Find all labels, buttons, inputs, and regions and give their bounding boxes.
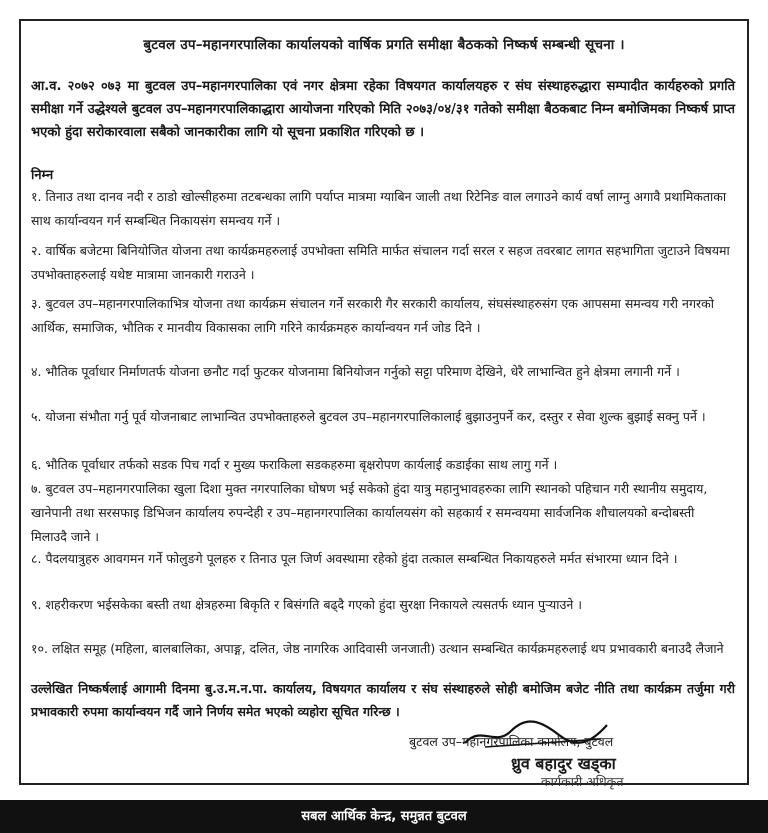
decision-item-4 bbox=[31, 360, 733, 384]
notice-title: बुटवल उप–महानगरपालिका कार्यालयको वार्षिक प्रगति समीक्षा बैठकको निष्कर्ष सम्बन्धी सूचना । bbox=[143, 37, 625, 53]
item-number: ४. bbox=[31, 364, 42, 379]
signer-name: ध्रुव बहादुर खड्का bbox=[511, 754, 616, 773]
notice-intro: आ.व. २०७२ ०७३ मा बुटवल उप–महानगरपालिका एवं नगर क्षेत्रमा रहेका विषयगत कार्यालयहरु र संघ संस्थाहरुद्धारा सम्पादीत कार्यहरुको प्रगति समीक्षा गर्ने उद्धेश्यले बुटवल उप–महानगरपालिकाद्धारा आयोजना गरिएको मिति २०७३/०४/३१ गतेको समीक्षा बैठकबाट निम्न बमोजिमका निष्कर्ष प्राप्त भएको हुंदा सरोकारवाला सबैको जानकारीका लागि यो सूचना प्रकाशित गरिएको छ । bbox=[31, 79, 735, 140]
item-number: ५. bbox=[31, 409, 42, 424]
item-number: ३. bbox=[31, 296, 42, 311]
item-text: भौतिक पूर्वाधार तर्फको सडक पिच गर्दा र मुख्य फराकिला सडकहरुमा बृक्षरोपण कार्यलाई कडाईका साथ लागु गर्ने । bbox=[45, 457, 558, 472]
item-text: तिनाउ तथा दानव नदी र ठाडो खोल्सीहरुमा तटबन्धका लागि पर्याप्त मात्रमा ग्याबिन जाली तथा रिटेनिङ वाल लगाउने कार्य वर्षा लाग्नु अगावै प्रथामिकताका साथ कार्यान्वयन गर्न सम्बन्धित निकायसंग समन्वय गर्ने । bbox=[31, 189, 727, 228]
item-number: ६. bbox=[31, 457, 42, 472]
decision-item-5 bbox=[31, 405, 733, 429]
item-number: ८. bbox=[31, 551, 42, 566]
item-number: ७. bbox=[31, 481, 42, 496]
item-text: वार्षिक बजेटमा बिनियोजित योजना तथा कार्यक्रमहरुलाई उपभोक्ता समिति मार्फत संचालन गर्दा सरल र सहज तवरबाट लागत सहभागिता जुटाउने विषयमा उपभोक्ताहरुलाई यथेष्ट मात्रामा जानकारी गराउने । bbox=[31, 243, 730, 282]
decision-item-3 bbox=[31, 292, 733, 340]
item-text: लक्षित समूह (महिला, बालबालिका, अपाङ्ग, दलित, जेष्ठ नागरिक आदिवासी जनजाती) उत्थान सम्बन्धित कार्यक्रमहरुलाई थप प्रभावकारी बनाउदै लैजाने bbox=[51, 641, 724, 656]
office-name: बुटवल उप–महानगरपालिका कार्यालय, बुटवल bbox=[409, 734, 614, 749]
item-number: १. bbox=[31, 189, 42, 204]
decision-item-2 bbox=[31, 239, 733, 287]
signer-designation: कार्यकारी अधिकृत bbox=[541, 774, 624, 789]
item-number: ९. bbox=[31, 597, 42, 612]
notice-frame bbox=[19, 19, 749, 789]
item-text: शहरीकरण भईसकेका बस्ती तथा क्षेत्रहरुमा बिकृति र बिसंगति बढ्दै गएको हुंदा सुरक्षा निकायले त्यसतर्फ ध्यान पुऱ्याउने । bbox=[45, 597, 582, 612]
footer-slogan-bar bbox=[0, 800, 768, 833]
item-text: पैदलयात्रुहरु आवगमन गर्ने फोलुङगे पूलहरु र तिनाउ पूल जिर्ण अवस्थामा रहेको हुंदा तत्काल सम्बन्धित निकायहरुले मर्मत संभारमा ध्यान दिने । bbox=[45, 551, 678, 566]
footer-slogan: सबल आर्थिक केन्द्र, समुन्नत बुटवल bbox=[301, 809, 467, 824]
decision-item-1 bbox=[31, 185, 733, 233]
decisions-label: निम्न bbox=[31, 168, 54, 183]
item-text: योजना संभौता गर्नु पूर्व योजनाबाट लाभान्वित उपभोक्ताहरुले बुटवल उप–महानगरपालिकालाई बुझाउनुपर्ने कर, दस्तुर र सेवा शुल्क बुझाई सक्नु पर्ने । bbox=[45, 409, 706, 424]
decision-item-9 bbox=[31, 593, 733, 617]
decision-item-6 bbox=[31, 453, 733, 477]
decision-item-10 bbox=[31, 637, 733, 661]
decision-item-7 bbox=[31, 477, 733, 549]
closing-paragraph: उल्लेखित निष्कर्षलाई आगामी दिनमा बु.उ.म.न.पा. कार्यालय, विषयगत कार्यालय र संघ संस्थाहरुले सोही बमोजिम बजेट नीति तथा कार्यक्रम तर्जुमा गरी प्रभावकारी रुपमा कार्यान्वयन गर्दै जाने निर्णय समेत भएको व्यहोरा सूचित गरिन्छ । bbox=[31, 681, 735, 719]
item-number: १०. bbox=[31, 641, 48, 656]
item-text: बुटवल उप–महानगरपालिकाभित्र योजना तथा कार्यक्रम संचालन गर्ने सरकारी गैर सरकारी कार्यालय, संघसंस्थाहरुसंग एक आपसमा समन्वय गरी नगरको आर्थिक, समाजिक, भौतिक र मानवीय विकासका लागि गरिने कार्यक्रमहरु कार्यान्वयन गर्न जोड दिने । bbox=[31, 296, 714, 335]
decision-item-8 bbox=[31, 547, 733, 571]
item-text: भौतिक पूर्वाधार निर्माणतर्फ योजना छनौट गर्दा फुटकर योजनामा बिनियोजन गर्नुको सट्टा परिमाण देखिने, धेरै लाभान्वित हुने क्षेत्रमा लगानी गर्ने । bbox=[45, 364, 680, 379]
item-number: २. bbox=[31, 243, 42, 258]
item-text: बुटवल उप–महानगरपालिका खुला दिशा मुक्त नगरपालिका घोषण भई सकेको हुंदा यात्रु महानुभावहरुका लागि स्थानको पहिचान गरी स्थानीय समुदाय, खानेपानी तथा सरसफाइ डिभिजन कार्यालय रुपन्देही र उप–महानगरपालिका कार्यालयसंग को सहकार्य र समन्वयमा सार्वजनिक शौचालयको बन्दोबस्ती मिलाउदै जाने । bbox=[31, 481, 708, 544]
